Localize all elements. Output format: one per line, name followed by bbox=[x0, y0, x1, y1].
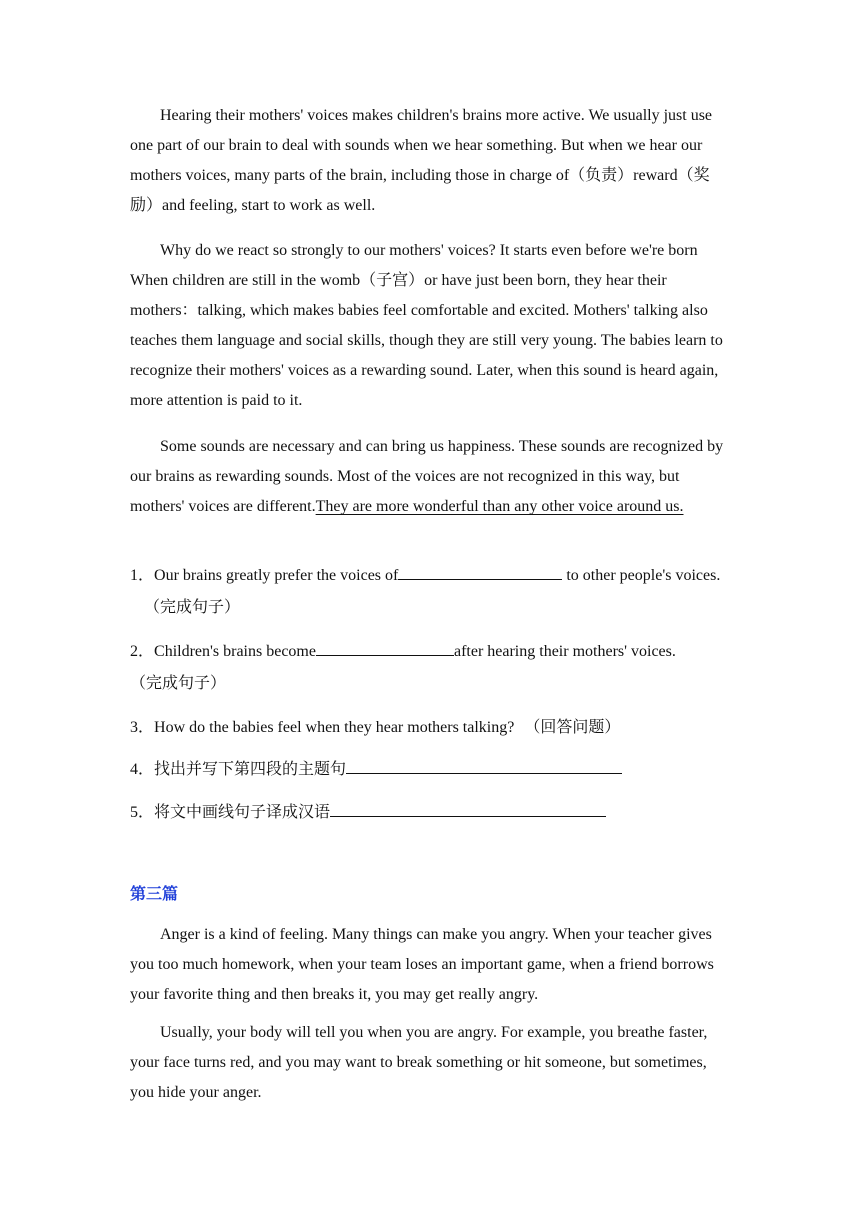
question-text: Children's brains become bbox=[154, 643, 316, 660]
question-number: 4． bbox=[130, 761, 155, 778]
question-text: 将文中画线句子译成汉语 bbox=[154, 804, 331, 821]
question-note: （完成句子） bbox=[130, 675, 227, 692]
paragraph-3-text: Some sounds are necessary and can bring us happiness. These sounds are recognized by our brains as rewarding sounds. Most of the voices are not recognized in this way, but mothers' voices are different. bbox=[130, 438, 724, 515]
question-4 bbox=[130, 754, 730, 786]
question-note: （回答问题） bbox=[524, 719, 621, 736]
question-note: （完成句子） bbox=[144, 599, 241, 616]
question-text: Our brains greatly prefer the voices of bbox=[154, 567, 399, 584]
question-3 bbox=[130, 712, 730, 744]
answer-blank[interactable] bbox=[346, 755, 622, 774]
question-5 bbox=[130, 797, 730, 829]
question-text: 找出并写下第四段的主题句 bbox=[154, 761, 347, 778]
question-text-after: to other people's voices. bbox=[562, 567, 721, 584]
question-text: How do the babies feel when they hear mothers talking? bbox=[154, 719, 515, 736]
question-text-after: after hearing their mothers' voices. bbox=[453, 643, 676, 660]
passage-paragraph-1: Hearing their mothers' voices makes children's brains more active. We usually just use one part of our brain to deal with sounds when we hear something. But when we hear our mothers voices, many parts of the brain, including those in charge of（负责）reward（奖励）and feeling, start to work as well. bbox=[130, 107, 713, 214]
section-title: 第三篇 bbox=[130, 884, 179, 903]
passage3-paragraph-2: Usually, your body will tell you when you are angry. For example, you breathe faster, your face turns red, and you may want to break something or hit someone, but sometimes, you hide your anger. bbox=[130, 1024, 708, 1101]
question-number: 5． bbox=[130, 804, 155, 821]
passage-paragraph-2: Why do we react so strongly to our mothers' voices? It starts even before we're born When children are still in the womb（子宫）or have just been born, they hear their mothers：talking, which makes babies feel comfortable and excited. Mothers' talking also teaches them language and social skills, though they are still very young. The babies learn to recognize their mothers' voices as a rewarding sound. Later, when this sound is heard again, more attention is paid to it. bbox=[130, 242, 723, 409]
answer-blank[interactable] bbox=[330, 798, 606, 817]
passage-paragraph-3 bbox=[130, 432, 730, 522]
answer-blank[interactable] bbox=[316, 637, 454, 656]
question-1 bbox=[130, 560, 730, 624]
question-2 bbox=[130, 636, 730, 700]
answer-blank[interactable] bbox=[398, 561, 562, 580]
question-number: 1． bbox=[130, 567, 155, 584]
underlined-sentence: They are more wonderful than any other voice around us. bbox=[315, 498, 684, 515]
question-number: 3． bbox=[130, 719, 155, 736]
question-number: 2． bbox=[130, 643, 155, 660]
passage3-paragraph-1: Anger is a kind of feeling. Many things can make you angry. When your teacher gives you too much homework, when your team loses an important game, when a friend borrows your favorite thing and then breaks it, you may get really angry. bbox=[130, 926, 714, 1003]
